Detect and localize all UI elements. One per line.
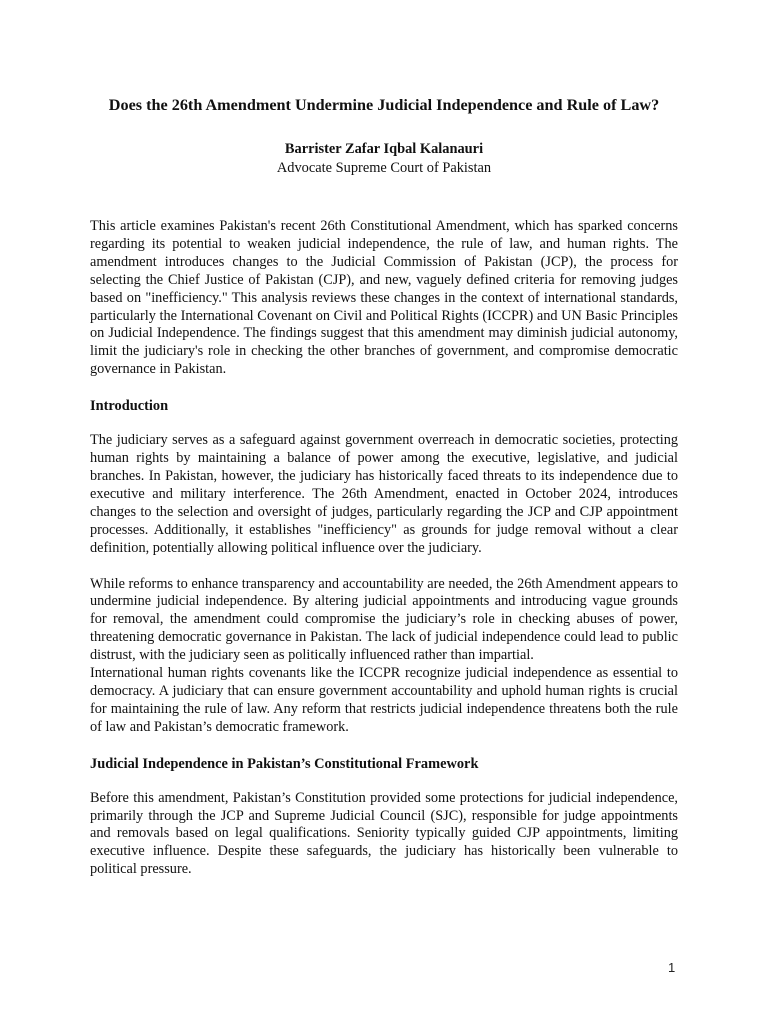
page-number: 1 [668, 960, 676, 975]
document-body [90, 95, 678, 897]
author-name: Barrister Zafar Iqbal Kalanauri [284, 141, 484, 157]
abstract-paragraph: This article examines Pakistan's recent 26th Constitutional Amendment, which has sparked concerns regarding its potential to weaken judicial independence, the rule of law, and human rights. The amendment introduces changes to the Judicial Commission of Pakistan (JCP), the process for selecting the Chief Justice of Pakistan (CJP), and new, vaguely defined criteria for removing judges based on "inefficiency." This analysis reviews these changes in the context of international standards, particularly the International Covenant on Civil and Political Rights (ICCPR) and UN Basic Principles on Judicial Independence. The findings suggest that this amendment may diminish judicial autonomy, limit the judiciary's role in checking the other branches of government, and compromise democratic governance in Pakistan. [90, 218, 678, 378]
paragraph: Before this amendment, Pakistan’s Constitution provided some protections for judicial independence, primarily through the JCP and Supreme Judicial Council (SJC), responsible for judge appointments and removals based on legal qualifications. Seniority typically guided CJP appointments, limiting executive influence. Despite these safeguards, the judiciary has historically been vulnerable to political pressure. [90, 789, 678, 878]
paragraph: International human rights covenants like the ICCPR recognize judicial independence as essential to democracy. A judiciary that can ensure government accountability and uphold human rights is crucial for maintaining the rule of law. Any reform that restricts judicial independence threatens both the rule of law and Pakistan’s democratic framework. [90, 665, 678, 735]
document-title: Does the 26th Amendment Undermine Judicial Independence and Rule of Law? [108, 96, 660, 114]
paragraph: While reforms to enhance transparency and accountability are needed, the 26th Amendment appears to undermine judicial independence. By altering judicial appointments and introducing vague grounds for removal, the amendment could compromise the judiciary’s role in checking abuses of power, threatening democratic governance in Pakistan. The lack of judicial independence could lead to public distrust, with the judiciary seen as politically influenced rather than impartial. [90, 575, 678, 664]
section-heading-judicial-independence: Judicial Independence in Pakistan’s Constitutional Framework [90, 755, 479, 772]
paragraph: The judiciary serves as a safeguard against government overreach in democratic societies, protecting human rights by maintaining a balance of power among the executive, legislative, and judicial branches. In Pakistan, however, the judiciary has historically faced threats to its independence due to executive and military interference. The 26th Amendment, enacted in October 2024, introduces changes to the selection and oversight of judges, particularly regarding the JCP and CJP appointment processes. Additionally, it establishes "inefficiency" as grounds for judge removal without a clear definition, potentially allowing political influence over the judiciary. [90, 432, 678, 556]
author-affiliation: Advocate Supreme Court of Pakistan [276, 160, 492, 176]
section-heading-introduction: Introduction [90, 398, 169, 415]
